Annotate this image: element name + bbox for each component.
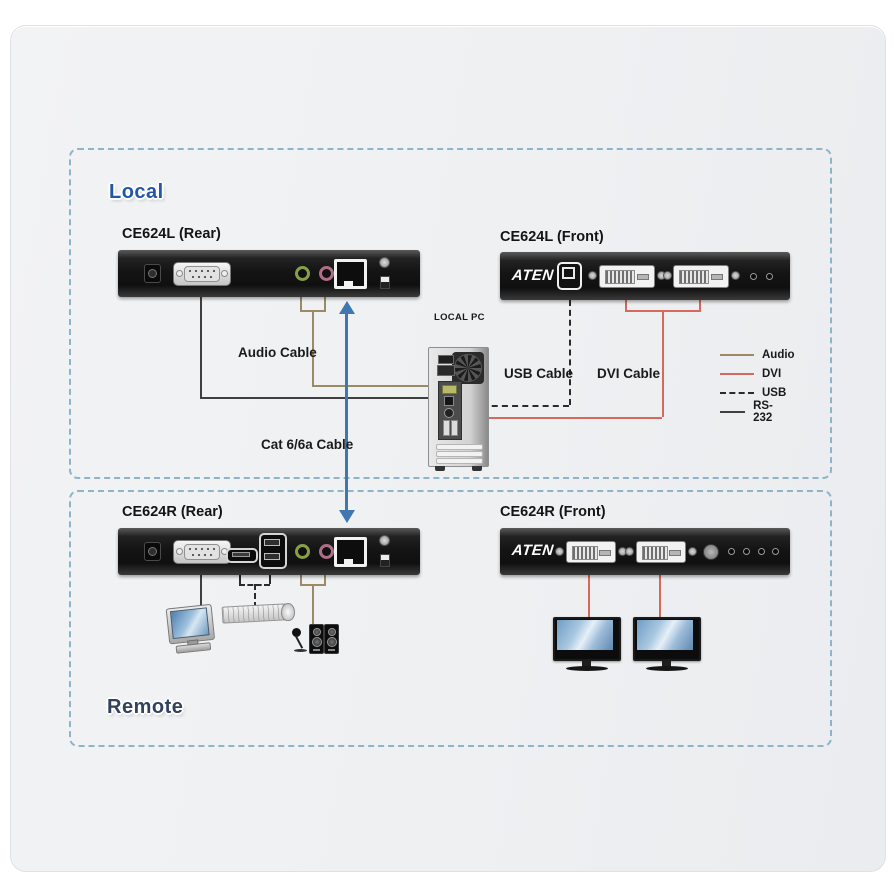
mouse-icon: [281, 603, 295, 621]
ce624l-rear-panel: [118, 250, 420, 297]
dvi-screw-icon: [588, 271, 597, 280]
pc-foot: [435, 466, 445, 471]
cat-cable-arrowhead-down: [339, 510, 355, 523]
legend-item-audio: Audio: [720, 345, 795, 364]
audio-remote-stem: [312, 584, 314, 625]
ce624r-front-label: CE624R (Front): [500, 504, 606, 520]
mode-button-icon: [703, 544, 719, 560]
audio-jack-green-icon: [295, 266, 310, 281]
local-pc-label: LOCAL PC: [434, 312, 485, 323]
audio-cable-prong-2: [324, 297, 326, 310]
ce624r-rear-label: CE624R (Rear): [122, 504, 223, 520]
audio-jack-pink-icon: [319, 266, 334, 281]
pc-port-panel: [438, 381, 462, 440]
audio-jack-pink-icon: [319, 544, 334, 559]
legend-item-dvi: DVI: [720, 364, 781, 383]
monitor-1-icon: [553, 617, 621, 673]
rs232-cable-local-vertical: [200, 297, 202, 397]
dvi-line-swatch: [720, 373, 754, 375]
dvi-port-1-icon: [566, 541, 616, 563]
usb-a-port-icon: [226, 548, 258, 563]
ce624l-front-panel: [500, 252, 790, 300]
rs232-cable-local-horizontal: [200, 397, 443, 399]
rs232-db9-port-icon: [173, 540, 231, 564]
power-jack-icon: [144, 264, 161, 283]
aten-logo: ATEN: [511, 542, 555, 559]
power-jack-icon: [144, 542, 161, 561]
usb-cable-label: USB Cable: [504, 366, 574, 381]
audio-cable-label: Audio Cable: [238, 345, 317, 360]
usb-cable-local-vertical: [569, 300, 571, 405]
audio-cable-prong-1: [300, 297, 302, 310]
dvi-cable-prong-1: [625, 300, 627, 310]
pc-vent: [436, 458, 483, 464]
dip-switch-icon: [380, 554, 390, 567]
aten-logo: ATEN: [511, 267, 555, 284]
led-icon: [766, 273, 773, 280]
grounding-screw-icon: [379, 257, 390, 268]
legend-item-usb: USB: [720, 383, 786, 402]
dvi-screw-icon: [663, 271, 672, 280]
speakers-icon: [309, 624, 339, 654]
ce624r-rear-panel: [118, 528, 420, 575]
pc-foot: [472, 466, 482, 471]
audio-remote-prong-1: [300, 575, 302, 584]
monitor-2-icon: [633, 617, 701, 673]
led-icon: [750, 273, 757, 280]
dvi-cable-prong-2: [699, 300, 701, 310]
ce624l-rear-label: CE624L (Rear): [122, 226, 221, 242]
cat-cable-label: Cat 6/6a Cable: [261, 437, 354, 452]
led-icon: [728, 548, 735, 555]
dvi-screw-icon: [731, 271, 740, 280]
rs232-line-swatch: [720, 411, 745, 413]
audio-jack-green-icon: [295, 544, 310, 559]
rj45-port-icon: [334, 259, 367, 289]
pc-vent: [436, 444, 483, 450]
rs232-db9-port-icon: [173, 262, 231, 286]
remote-section-title: Remote: [107, 696, 184, 718]
led-icon: [772, 548, 779, 555]
local-pc-tower: [428, 347, 489, 467]
audio-line-swatch: [720, 354, 754, 356]
led-icon: [758, 548, 765, 555]
local-section-title: Local: [109, 181, 164, 203]
dvi-remote-line-2: [659, 574, 661, 618]
usb-remote-prong-1: [239, 575, 241, 584]
dvi-remote-line-1: [588, 574, 590, 618]
pc-vent: [436, 451, 483, 457]
audio-cable-to-pc: [312, 385, 443, 387]
dvi-port-2-icon: [673, 265, 729, 288]
audio-remote-prong-2: [324, 575, 326, 584]
dvi-cable-stem: [662, 310, 664, 417]
legend-item-rs232: RS-232: [720, 402, 782, 421]
touchscreen-icon: [166, 604, 219, 657]
usb-a-dual-port-icon: [259, 533, 287, 569]
microphone-icon: [292, 628, 310, 654]
ce624r-front-panel: [500, 528, 790, 575]
grounding-screw-icon: [379, 535, 390, 546]
rj45-port-icon: [334, 537, 367, 567]
pc-socket-icon: [437, 365, 455, 376]
led-icon: [743, 548, 750, 555]
dvi-screw-icon: [625, 547, 634, 556]
dvi-cable-label: DVI Cable: [597, 366, 661, 381]
usb-b-port-icon: [557, 262, 582, 290]
dvi-screw-icon: [555, 547, 564, 556]
pc-power-socket-icon: [438, 355, 454, 364]
pc-fan-icon: [452, 352, 484, 384]
dvi-port-1-icon: [599, 265, 655, 288]
keyboard-icon: [222, 603, 287, 623]
ce624l-front-label: CE624L (Front): [500, 229, 604, 245]
usb-remote-prong-2: [269, 575, 271, 584]
usb-line-swatch: [720, 392, 754, 394]
dvi-screw-icon: [688, 547, 697, 556]
dvi-port-2-icon: [636, 541, 686, 563]
cat-cable-line: [345, 313, 348, 512]
dip-switch-icon: [380, 276, 390, 289]
